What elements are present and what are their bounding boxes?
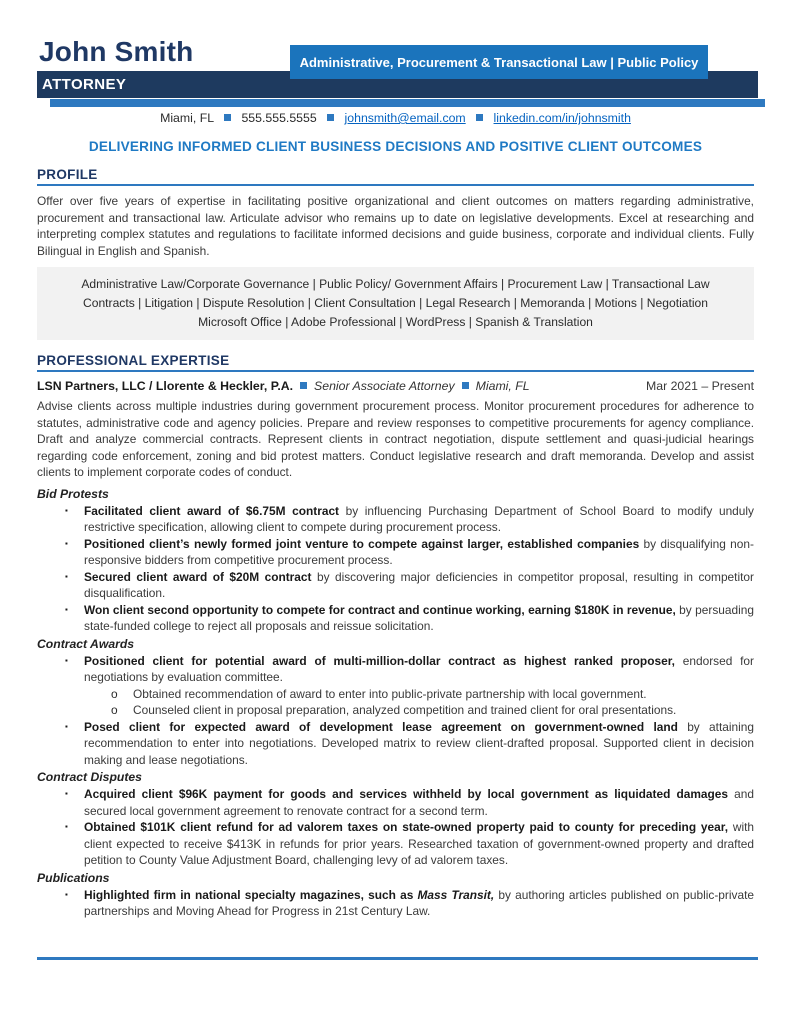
employment-dates: Mar 2021 – Present <box>645 379 754 393</box>
specialty-badge: Administrative, Procurement & Transactional Law | Public Policy <box>290 45 708 79</box>
bullet-bold-text: Won client second opportunity to compete for contract and continue working, earning $180K in revenue, <box>84 602 676 617</box>
skills-box <box>37 267 754 340</box>
separator-square-icon <box>476 114 483 121</box>
contact-line <box>0 111 791 125</box>
email-link[interactable]: johnsmith@email.com <box>344 111 466 125</box>
section-heading-expertise: PROFESSIONAL EXPERTISE <box>37 353 754 372</box>
bullet-rest-text: with client expected to receive $413K in refunds for prior years. Researched taxation of government-owned property and drafted petition to County Value Adjustment Board, challenging levy of ad valorem taxes. <box>84 820 754 867</box>
bullet-text <box>84 786 754 819</box>
bullet-item <box>37 536 754 569</box>
bullet-text <box>84 569 754 602</box>
separator-square-icon <box>300 382 307 389</box>
bullet-marker-icon: ▪ <box>65 538 68 548</box>
bullet-item <box>37 653 754 686</box>
bullet-item <box>37 719 754 769</box>
document-body <box>37 167 754 920</box>
sub-bullet-text: Obtained recommendation of award to enter into public-private partnership with local government. <box>133 686 647 701</box>
bullet-item <box>37 819 754 869</box>
skills-line: Contracts | Litigation | Dispute Resolution | Client Consultation | Legal Research | Memoranda | Motions | Negotiation <box>83 296 708 310</box>
bullet-text <box>84 536 754 569</box>
group-title: Contract Awards <box>37 636 135 651</box>
skills-line: Microsoft Office | Adobe Professional | WordPress | Spanish & Translation <box>198 315 593 329</box>
bullet-bold-text: Obtained $101K client refund for ad valorem taxes on state-owned property paid to county for preceding year, <box>84 820 729 834</box>
bullet-bold-text: Acquired client $96K payment for goods and services withheld by local government as liquidated damages <box>84 787 729 801</box>
headline: DELIVERING INFORMED CLIENT BUSINESS DECISIONS AND POSITIVE CLIENT OUTCOMES <box>88 139 703 154</box>
bullet-bold-text: Facilitated client award of $6.75M contract <box>84 503 340 518</box>
bullet-marker-icon: ▪ <box>65 505 68 515</box>
sub-bullet-marker-icon: o <box>111 686 118 701</box>
job-header <box>37 379 754 393</box>
bullet-marker-icon: ▪ <box>65 889 68 899</box>
bullet-marker-icon: ▪ <box>65 571 68 581</box>
sub-bullet-item <box>37 702 754 719</box>
separator-square-icon <box>327 114 334 121</box>
bullet-bold-text: Positioned client’s newly formed joint venture to compete against larger, established companies <box>84 536 640 551</box>
bullet-text <box>84 887 754 920</box>
bullet-marker-icon: ▪ <box>65 789 68 798</box>
separator-square-icon <box>224 114 231 121</box>
footer-rule <box>37 957 758 960</box>
expertise-groups <box>37 487 754 920</box>
bullet-item <box>37 887 754 920</box>
bullet-text <box>84 819 754 869</box>
bullet-rest-text: endorsed for negotiations by evaluation committee. <box>84 653 754 684</box>
expertise-group <box>37 487 754 635</box>
bullet-rest-text: by persuading state-funded college to reject all proposals and reissue solicitation. <box>84 602 754 633</box>
bullet-item <box>37 503 754 536</box>
bullet-text <box>84 503 754 536</box>
bullet-rest-text: and secured local government agreement to renovate contract for a second term. <box>84 787 754 818</box>
expertise-group <box>37 871 754 920</box>
bullet-bold-text: Posed client for expected award of development lease agreement on government-owned land <box>84 719 678 734</box>
bullet-rest-text: by discovering major deficiencies in competitor proposal, resulting in competitor disqualification. <box>84 569 754 600</box>
title-accent-bar <box>50 99 765 107</box>
expertise-group <box>37 770 754 869</box>
person-name: John Smith <box>39 36 194 67</box>
expertise-group <box>37 637 754 769</box>
bullet-rest-text: by attaining recommendation to enter into negotiations. Developed matrix to review client-drafted proposal. Supported client in decision making and lease negotiations. <box>84 719 755 767</box>
section-heading-profile: PROFILE <box>37 167 754 186</box>
sub-bullet-marker-icon: o <box>111 703 118 717</box>
job-role: Senior Associate Attorney <box>314 379 455 393</box>
bullet-marker-icon: ▪ <box>65 655 68 665</box>
bullet-bold-text: Secured client award of $20M contract <box>84 569 312 584</box>
bullet-marker-icon: ▪ <box>65 822 68 831</box>
bullet-item <box>37 786 754 819</box>
bullet-text <box>84 653 754 686</box>
skills-line: Administrative Law/Corporate Governance | Public Policy/ Government Affairs | Procurement Law | Transactional Law <box>81 277 710 291</box>
bullet-item <box>37 602 754 635</box>
bullet-rest-text: by influencing Purchasing Department of School Board to modify unduly restrictive specification, allowing client to compete during procurement process. <box>84 503 754 534</box>
profile-text: Offer over five years of expertise in facilitating positive organizational and client outcomes on matters regarding administrative, procurement and transactional law. Articulate advisor who remains up to date on legislative developments. Excel at researching and interpreting complex statutes and regulations to facilitate informed decisions and guide business, corporate and individual clients. Fully Bilingual in English and Spanish. <box>37 194 754 258</box>
group-title: Publications <box>37 870 110 885</box>
bullet-bold-italic-text: Mass Transit, <box>417 887 495 902</box>
bullet-bold-text: Positioned client for potential award of multi-million-dollar contract as highest ranked proposer, <box>84 653 675 668</box>
contact-location: Miami, FL <box>160 111 214 125</box>
sub-bullet-text: Counseled client in proposal preparation, analyzed competition and trained client for oral presentations. <box>133 703 677 717</box>
bullet-marker-icon: ▪ <box>65 604 68 614</box>
sub-bullet-item <box>37 686 754 703</box>
bullet-text <box>84 602 754 635</box>
job-location: Miami, FL <box>475 379 530 393</box>
group-title: Bid Protests <box>37 486 109 501</box>
bullet-bold-text: Highlighted firm in national specialty magazines, such as <box>84 887 418 902</box>
bullet-rest-text: by authoring articles published on public-private partnerships and Moving Ahead for Progress in 21st Century Law. <box>84 887 754 918</box>
bullet-text <box>84 719 754 769</box>
employer-name: LSN Partners, LLC / Llorente & Heckler, P.A. <box>37 379 294 393</box>
group-title: Contract Disputes <box>37 770 142 784</box>
bullet-item <box>37 569 754 602</box>
job-summary: Advise clients across multiple industries during government procurement process. Monitor procurement procedures for adherence to statutes, administrative code and agency policies. Prepare and review responses to competitive procurements for agency compliance. Draft and analyze commercial contracts. Represent clients in contract negotiation, dispute settlement and quasi-judicial hearings regarding code enforcement, zoning and bid protest matters. Conduct legislative research and draft memoranda. Develop and assist clients to implement corporate codes of conduct. <box>37 399 754 479</box>
bullet-marker-icon: ▪ <box>65 721 68 731</box>
contact-phone: 555.555.5555 <box>241 111 317 125</box>
job-title: ATTORNEY <box>42 76 127 93</box>
bullet-rest-text: by disqualifying non-responsive bidders from competitive procurement process. <box>84 536 754 567</box>
linkedin-link[interactable]: linkedin.com/in/johnsmith <box>493 111 631 125</box>
separator-square-icon <box>462 382 469 389</box>
